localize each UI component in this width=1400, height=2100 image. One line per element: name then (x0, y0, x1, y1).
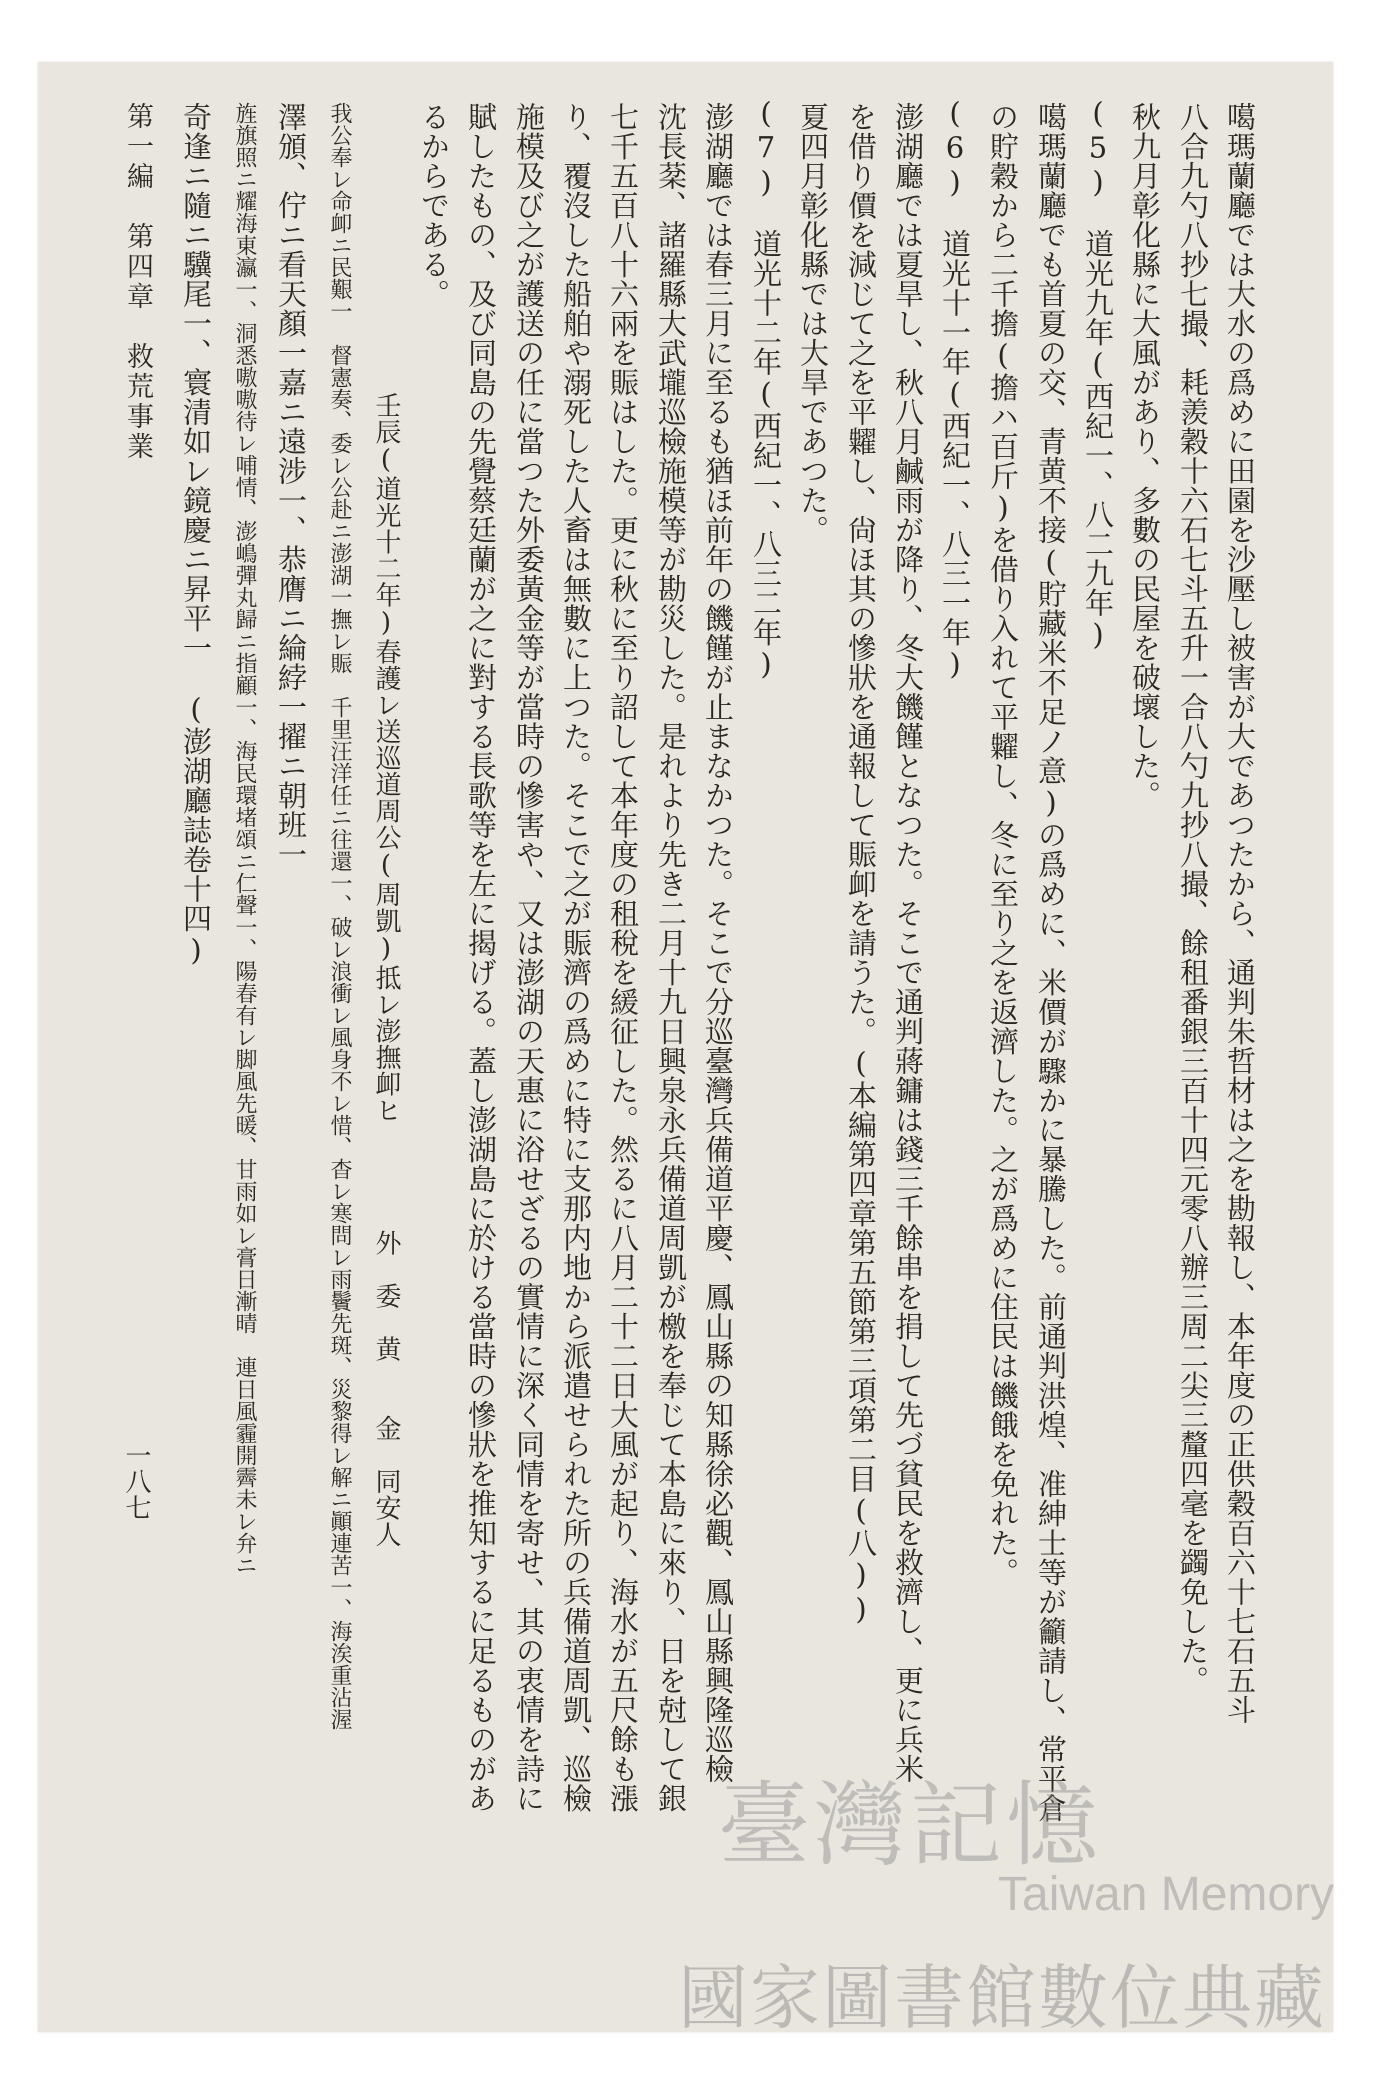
watermark-title: 臺灣記憶 (718, 1772, 1103, 1879)
book-page (38, 62, 1335, 2039)
text-line: の貯穀から二千擔(擔ハ百斤)を借り入れて平糶し、冬に至り之を返濟した。之が爲めに住民は饑餓を免れた。 (986, 102, 1020, 1587)
text-line: 噶瑪蘭廳でも首夏の交、青黄不接(貯藏米不足ノ意)の爲めに、米價が驟かに暴騰した。前通判洪煌、准紳士等が籲請し、常平倉 (1034, 102, 1068, 1823)
poem-line: 澤頒、佇ニ看天顏一嘉ニ遠涉一、恭膺ニ綸綍一擢ニ朝班一 (274, 102, 308, 869)
text-line: 賦したもの、及び同島の先覺蔡廷蘭が之に對する長歌等を左に揭げる。蓋し澎湖島に於ける當時の慘狀を推知するに足るものがあ (464, 102, 498, 1813)
watermark-subtitle: Taiwan Memory (998, 1868, 1335, 1921)
poem-line: 我公奉レ命卹ニ民艱一 督憲奏、委レ公赴ニ澎湖一撫レ賑 千里汪洋任ニ往還一、破レ浪衝レ風身不レ惜、杳レ寒問レ雨鬢先斑、災黎得レ解ニ顚連苦一、海涘重沾渥 (327, 102, 352, 1730)
text-line: 施模及び之が護送の任に當つた外委黃金等が當時の慘害や、又は澎湖の天惠に浴せざるの實情に深く同情を寄せ、其の衷情を詩に (512, 102, 546, 1813)
watermark-library: 國家圖書館數位典藏 (678, 1957, 1326, 2039)
page-number: 一八七 (121, 1442, 151, 1520)
text-line: り、覆沒した船舶や溺死した人畜は無數に上つた。そこで之が賑濟の爲めに特に支那内地から派遣せられた所の兵備道周凱、巡檢 (559, 102, 593, 1813)
text-line: 秋九月彰化縣に大風があり、多數の民屋を破壞した。 (1128, 102, 1162, 810)
poem-line: 旌旗照ニ耀海東瀛一、洞悉嗷嗷待レ哺情、澎嶋彈丸歸ニ指顧一、海民環堵頌ニ仁聲一、陽春有レ脚風先暖、甘雨如レ膏日漸晴 連日風霾開霽未レ弁ニ (232, 102, 257, 1576)
poem-line: 奇逢ニ隨ニ驥尾一、寰清如レ鏡慶ニ昇平一 (澎湖廳誌卷十四) (179, 102, 213, 968)
text-line: を借り價を減じて之を平糶し、尙ほ其の慘狀を通報して賑卹を請うた。(本編第四章第五節第三項第二目(八)) (844, 102, 878, 1627)
text-line: 噶瑪蘭廳では大水の爲めに田園を沙壓し被害が大であつたから、通判朱哲材は之を勘報し、本年度の正供穀百六十七石五斗 (1223, 102, 1257, 1725)
text-line: 沈長棻、諸羅縣大武壠巡檢施模等が勘災した。是れより先き二月十九日興泉永兵備道周凱が檄を奉じて本島に來り、日を尅して銀 (654, 102, 688, 1813)
text-line: 八合九勺八抄七撮、耗羨穀十六石七斗五升一合八勺九抄八撮、餘租番銀三百十四元零八辦三周二尖三釐四毫を蠲免した。 (1176, 102, 1210, 1695)
running-footer: 第一編 第四章 救荒事業 (122, 102, 153, 462)
text-line: 七千五百八十六兩を賑はした。更に秋に至り詔して本年度の租稅を緩征した。然るに八月二十二日大風が起り、海水が五尺餘も漲 (606, 102, 640, 1813)
text-line: 澎湖廳では春三月に至るも猶ほ前年の饑饉が止まなかつた。そこで分巡臺灣兵備道平慶、鳳山縣の知縣徐必觀、鳳山縣興隆巡檢 (701, 102, 735, 1784)
text-line: 澎湖廳では夏旱し、秋八月鹹雨が降り、冬大饑饉となつた。そこで通判蔣鏞は錢三千餘串を捐して先づ貧民を救濟し、更に兵米 (891, 102, 925, 1784)
text-line: るからである。 (417, 102, 451, 309)
poem-title: 壬辰(道光十二年)春護レ送巡道周公(周凱)抵レ澎撫卹ヒ 外 委 黄 金 同安人 (371, 392, 401, 1548)
section-heading: (7) 道光十二年(西紀一、八三二年) (749, 96, 783, 682)
section-heading: (6) 道光十一年(西紀一、八三一年) (938, 96, 972, 682)
text-line: 夏四月彰化縣では大旱であつた。 (796, 102, 830, 545)
section-heading: (5) 道光九年(西紀一、八二九年) (1081, 96, 1115, 652)
